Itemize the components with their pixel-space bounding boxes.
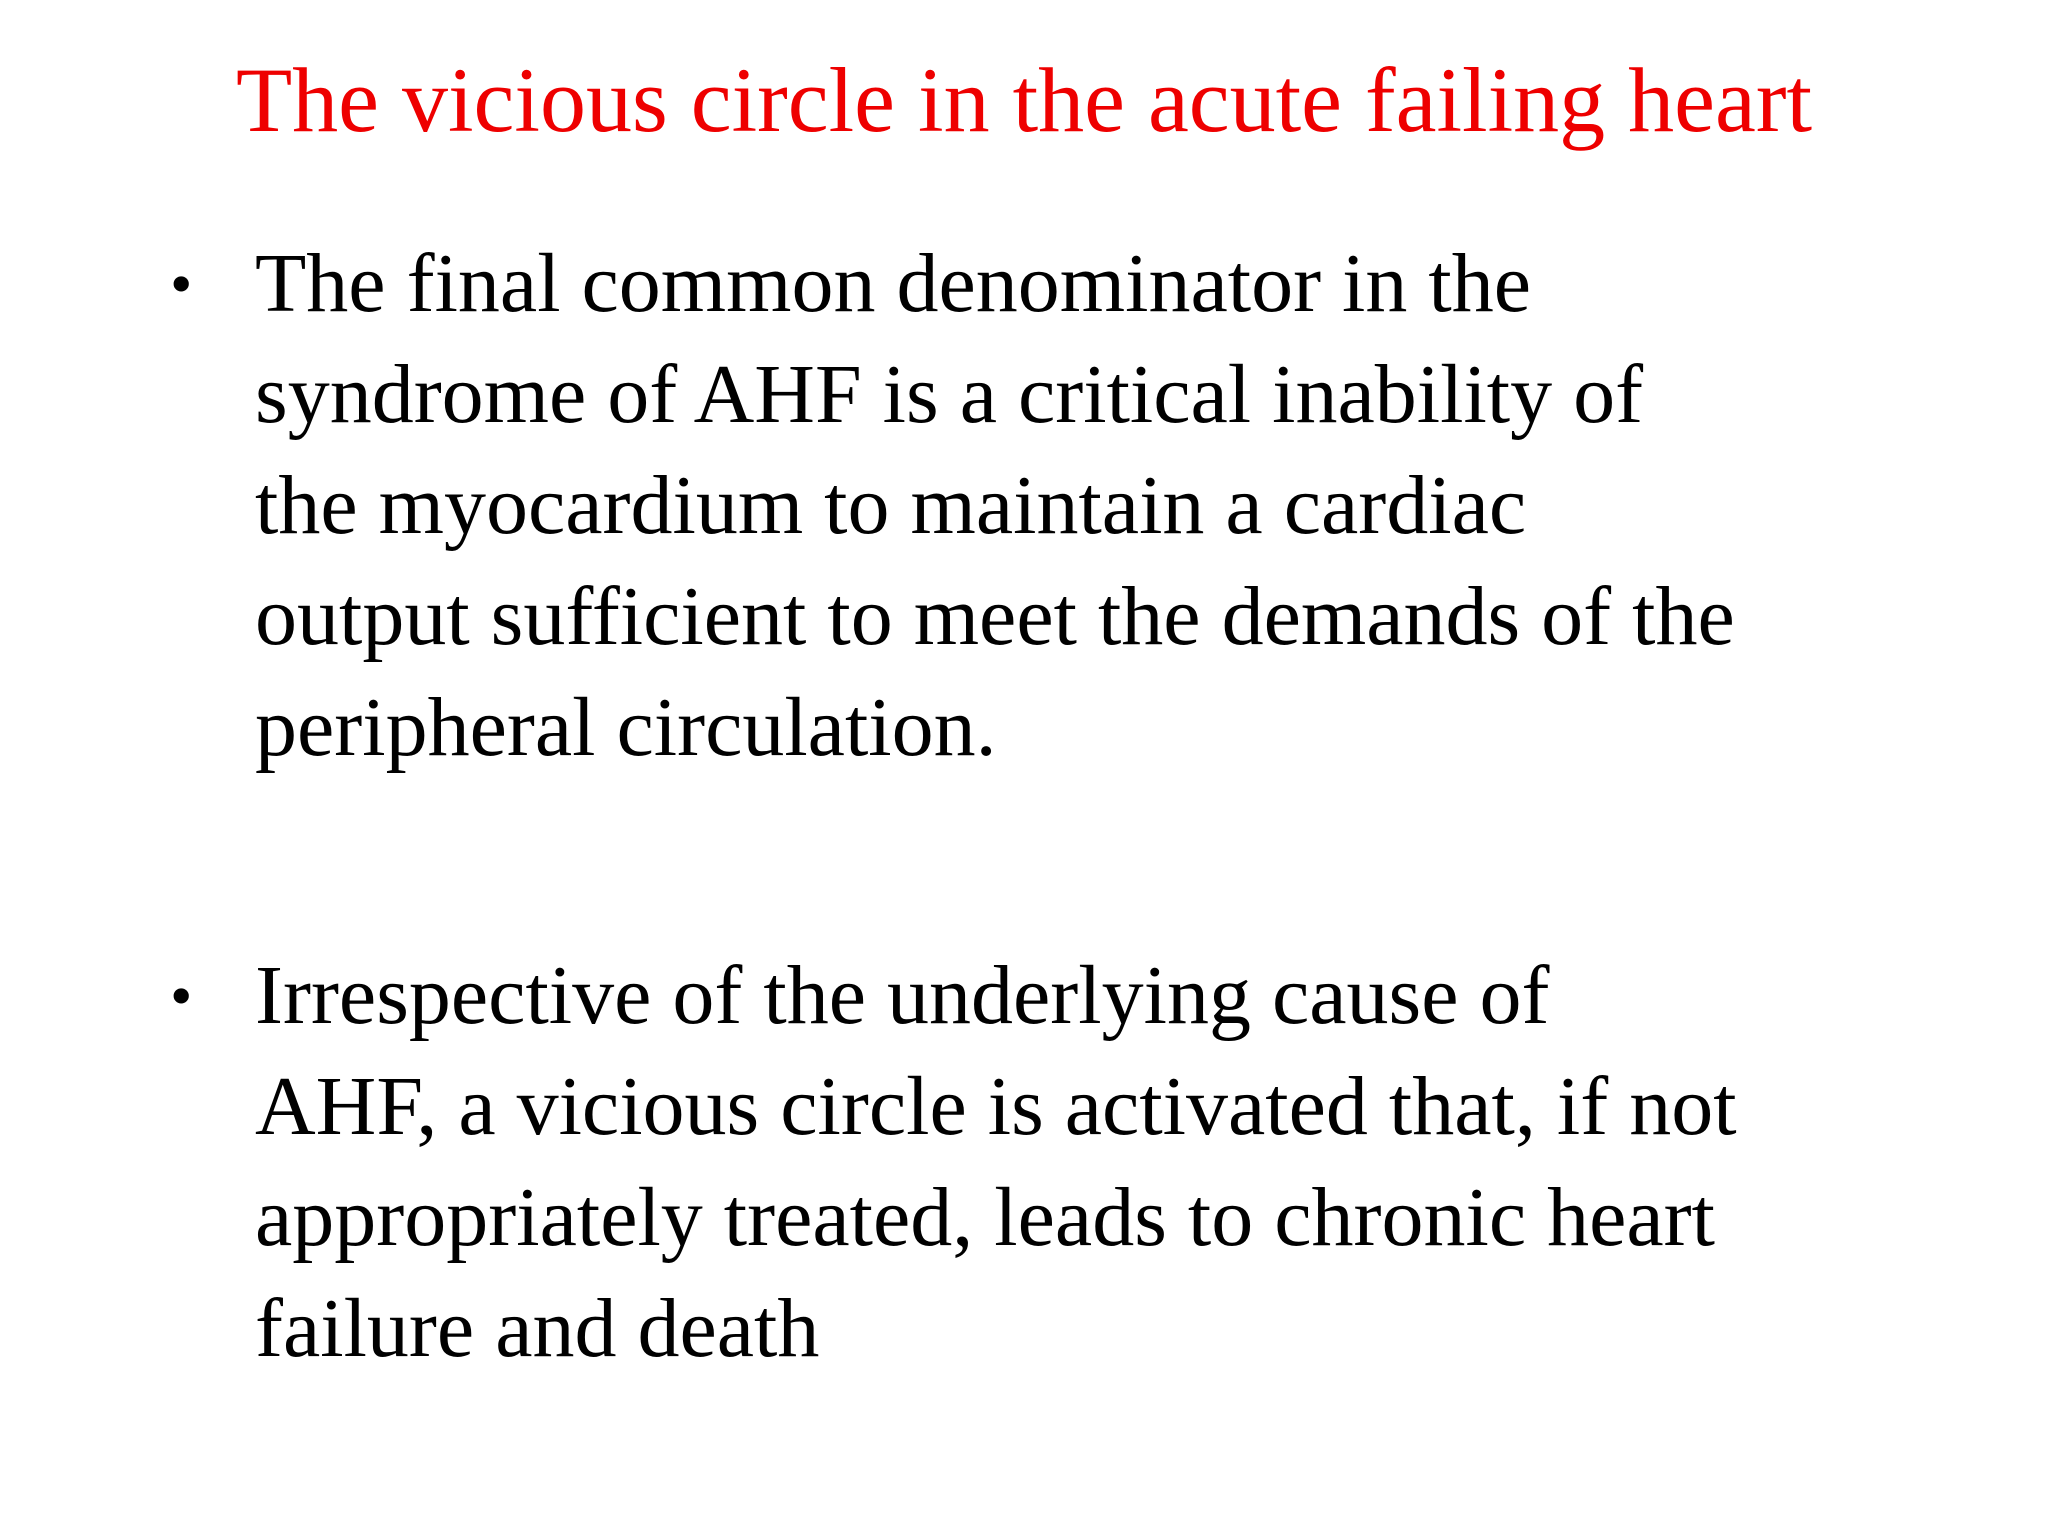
slide-title: The vicious circle in the acute failing heart xyxy=(235,49,1813,151)
bullet-line: failure and death xyxy=(255,1282,820,1375)
bullet-item xyxy=(170,228,1970,783)
bullet-line: The final common denominator in the xyxy=(255,237,1531,330)
bullet-line: AHF, a vicious circle is activated that, if not xyxy=(255,1060,1737,1153)
bullet-line: output sufficient to meet the demands of the xyxy=(255,570,1735,663)
bullet-line: Irrespective of the underlying cause of xyxy=(255,949,1550,1042)
bullet-dot-icon: • xyxy=(170,248,193,319)
bullet-item xyxy=(170,940,1970,1384)
bullet-line: syndrome of AHF is a critical inability of xyxy=(255,348,1644,441)
bullet-line: the myocardium to maintain a cardiac xyxy=(255,459,1527,552)
bullet-line: peripheral circulation. xyxy=(255,681,997,774)
bullet-dot-icon: • xyxy=(170,960,193,1031)
bullet-line: appropriately treated, leads to chronic heart xyxy=(255,1171,1715,1264)
bullet-list xyxy=(170,228,1970,1384)
